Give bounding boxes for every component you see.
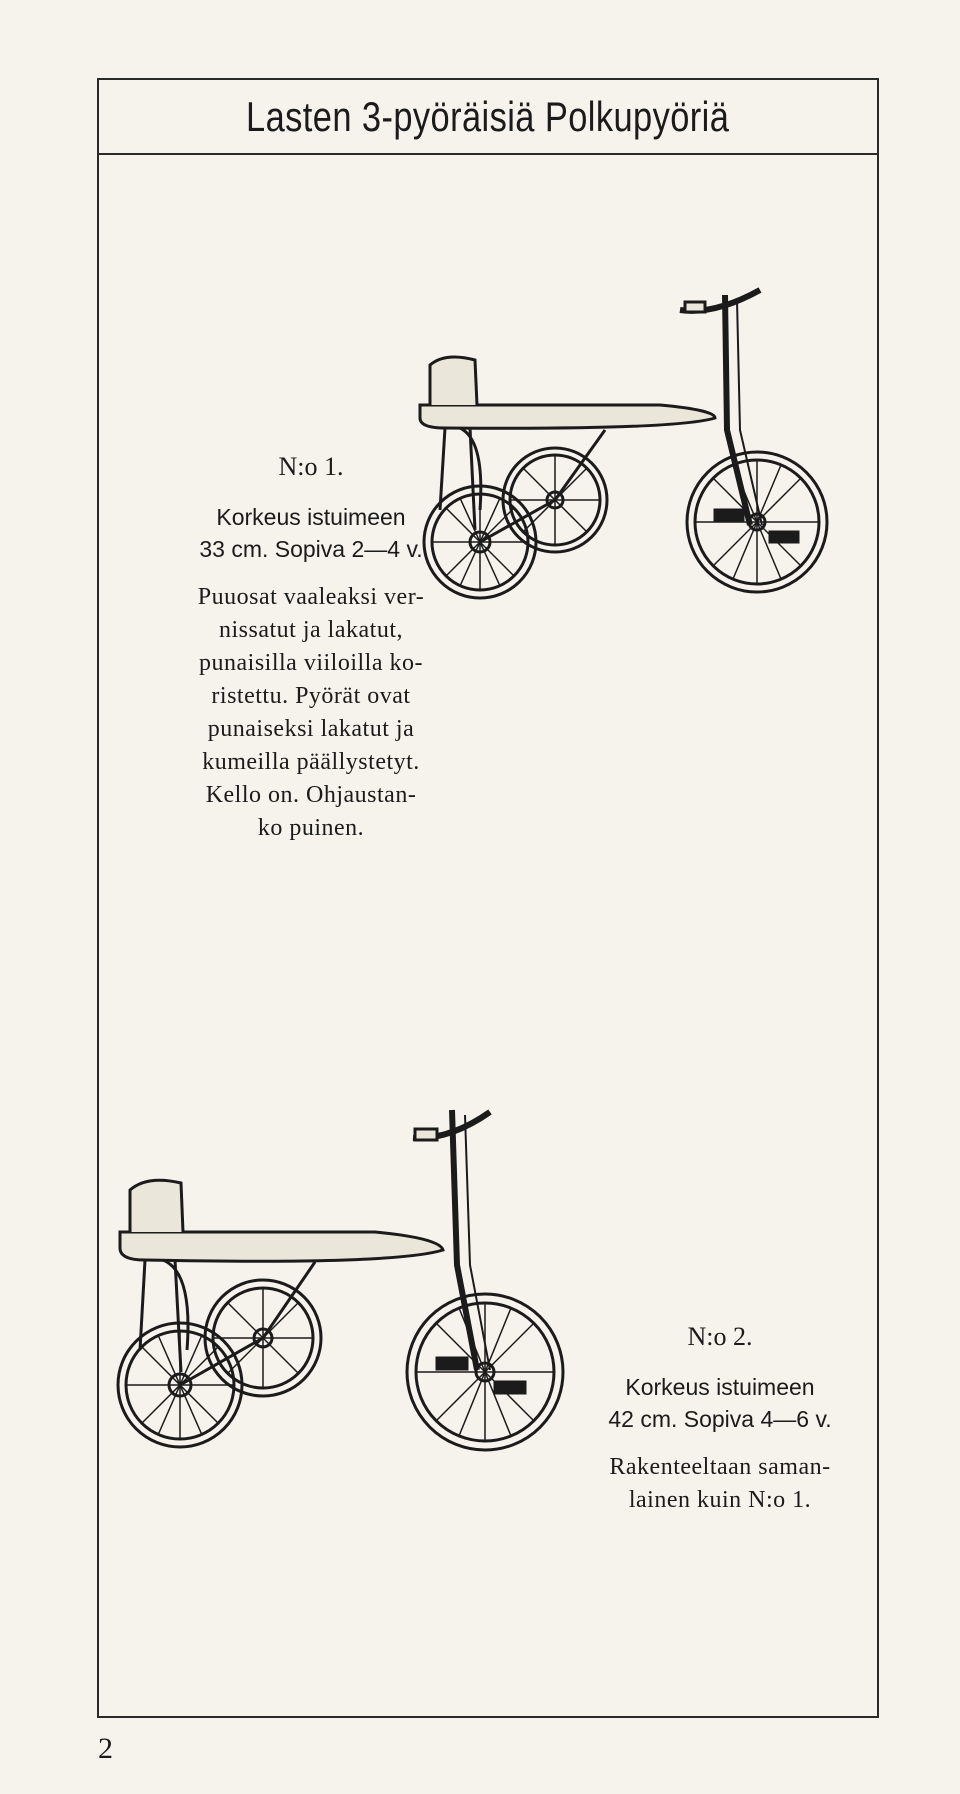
description-line: ko puinen. [257,815,365,841]
description-line: nissatut ja lakatut, [219,617,403,643]
product-2-text [585,1320,855,1517]
page-number: 2 [98,1732,113,1765]
tricycle-1-illustration [415,270,835,610]
description-line: kumeilla päällystetyt. [202,749,420,775]
description-line: Kello on. Ohjaustan- [205,782,417,808]
description-line: Rakenteeltaan saman- [609,1454,831,1480]
tricycle-2-illustration [115,1100,565,1460]
description-line: Puuosat vaaleaksi ver- [197,584,425,610]
product-1-spec-line2: 33 cm. Sopiva 2—4 v. [199,536,423,562]
description-line: punaiseksi lakatut ja [207,716,415,742]
product-2-spec-line1: Korkeus istuimeen [625,1374,815,1400]
description-line: punaisilla viiloilla ko- [199,650,423,676]
product-1-number: N:o 1. [278,452,344,481]
product-2-number: N:o 2. [687,1322,753,1351]
product-2-description [585,1451,855,1517]
product-1-spec-line1: Korkeus istuimeen [216,504,406,530]
title-bar [99,80,877,155]
description-line: lainen kuin N:o 1. [628,1487,812,1513]
page-title: Lasten 3-pyöräisiä Polkupyöriä [246,92,730,140]
product-1-description [146,581,476,845]
product-2-spec-line2: 42 cm. Sopiva 4—6 v. [608,1406,832,1432]
description-line: ristettu. Pyörät ovat [211,683,411,709]
